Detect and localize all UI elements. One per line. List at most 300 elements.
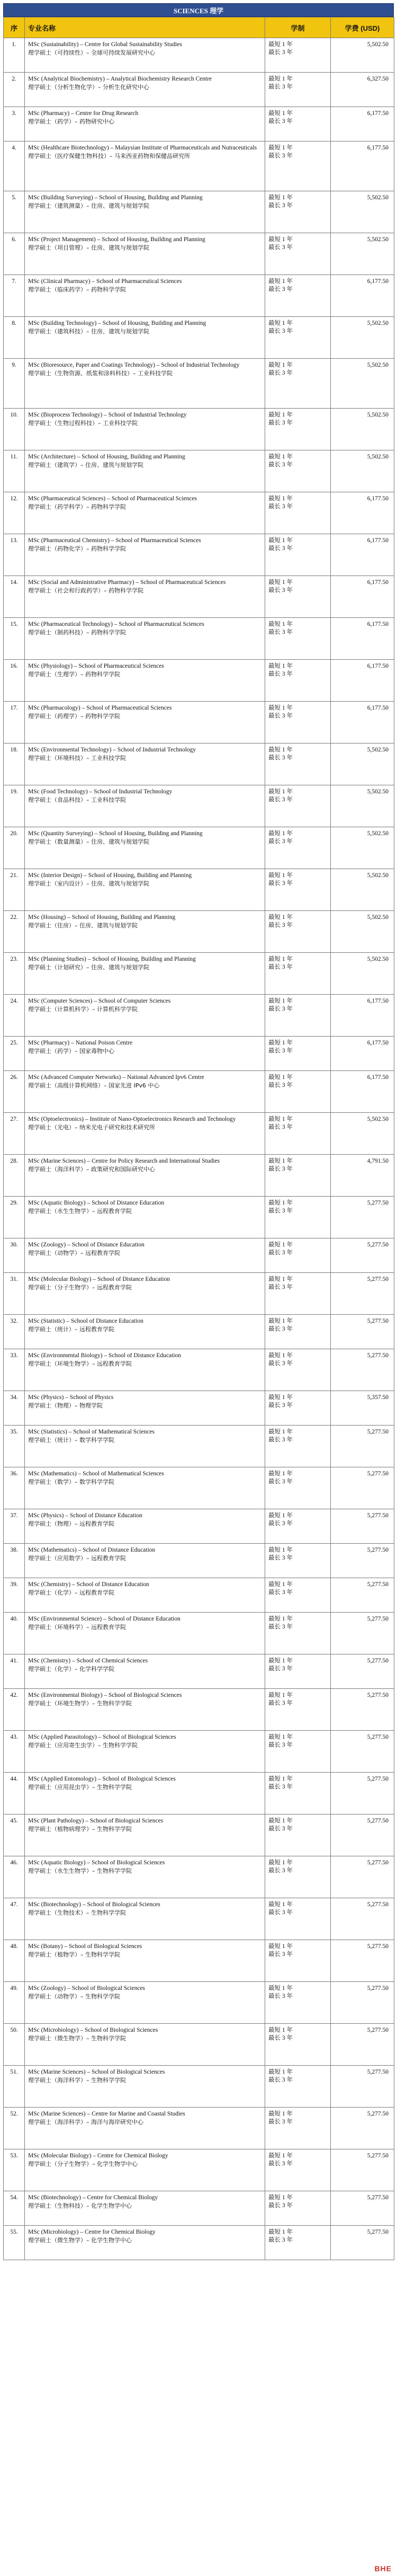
duration-min: 最短 1 年 bbox=[268, 41, 293, 48]
table-row bbox=[4, 2226, 394, 2260]
program-name-en: MSc (Pharmacology) – School of Pharmaceutical Sciences bbox=[28, 705, 172, 711]
program-name-zh: 理学硕士（生物科技）– 化学生物学中心 bbox=[28, 2202, 132, 2209]
duration-min: 最短 1 年 bbox=[268, 914, 293, 920]
table-row bbox=[4, 1613, 394, 1654]
duration-min: 最短 1 年 bbox=[268, 1352, 293, 1359]
duration-min: 最短 1 年 bbox=[268, 76, 293, 82]
duration-cell bbox=[265, 869, 331, 911]
duration-cell bbox=[265, 1155, 331, 1197]
program-name-en: MSc (Environmental Technology) – School of Industrial Technology bbox=[28, 747, 196, 753]
row-number: 20. bbox=[4, 827, 25, 869]
duration-cell bbox=[265, 73, 331, 107]
program-name-zh: 理学硕士（数量测量）– 住房、建筑与规划学院 bbox=[28, 838, 149, 845]
duration-max: 最长 3 年 bbox=[268, 2202, 293, 2209]
fee-cell: 6,177.50 bbox=[331, 141, 394, 191]
program-name-en: MSc (Biotechnology) – Centre for Chemical Biology bbox=[28, 2194, 158, 2201]
duration-cell bbox=[265, 1898, 331, 1940]
table-row bbox=[4, 38, 394, 73]
row-number: 47. bbox=[4, 1898, 25, 1940]
duration-max: 最长 3 年 bbox=[268, 1479, 293, 1485]
fee-cell: 5,277.50 bbox=[331, 1273, 394, 1315]
duration-cell bbox=[265, 1731, 331, 1773]
row-number: 39. bbox=[4, 1578, 25, 1613]
program-name-cell bbox=[25, 1898, 265, 1940]
table-row bbox=[4, 141, 394, 191]
duration-max: 最长 3 年 bbox=[268, 1166, 293, 1172]
program-name-en: MSc (Environmental Biology) – School of Distance Education bbox=[28, 1352, 182, 1359]
duration-min: 最短 1 年 bbox=[268, 663, 293, 669]
fee-cell: 6,177.50 bbox=[331, 618, 394, 660]
duration-min: 最短 1 年 bbox=[268, 830, 293, 837]
fee-cell: 6,177.50 bbox=[331, 576, 394, 618]
table-row bbox=[4, 1273, 394, 1315]
duration-min: 最短 1 年 bbox=[268, 1429, 293, 1435]
duration-max: 最长 3 年 bbox=[268, 462, 293, 468]
duration-max: 最长 3 年 bbox=[268, 1006, 293, 1012]
program-name-cell bbox=[25, 1509, 265, 1544]
duration-min: 最短 1 年 bbox=[268, 1040, 293, 1046]
row-number: 38. bbox=[4, 1544, 25, 1578]
program-name-en: MSc (Chemistry) – School of Chemical Sciences bbox=[28, 1658, 148, 1664]
row-number: 40. bbox=[4, 1613, 25, 1654]
program-name-zh: 理学硕士（药学科学）– 药物科学学院 bbox=[28, 503, 126, 510]
program-name-cell bbox=[25, 233, 265, 275]
fee-cell: 5,277.50 bbox=[331, 1509, 394, 1544]
duration-cell bbox=[265, 618, 331, 660]
table-row bbox=[4, 1731, 394, 1773]
program-name-cell bbox=[25, 1197, 265, 1238]
program-name-zh: 理学硕士（植物病理学）– 生物科学学院 bbox=[28, 1826, 132, 1833]
program-name-zh: 理学硕士（建筑科技）– 住房、建筑与规划学院 bbox=[28, 328, 149, 335]
duration-cell bbox=[265, 1467, 331, 1509]
program-name-cell bbox=[25, 618, 265, 660]
duration-max: 最长 3 年 bbox=[268, 49, 293, 56]
table-row bbox=[4, 1037, 394, 1071]
duration-cell bbox=[265, 1391, 331, 1426]
duration-cell bbox=[265, 107, 331, 141]
program-name-en: MSc (Building Technology) – School of Housing, Building and Planning bbox=[28, 320, 206, 326]
fee-cell: 5,502.50 bbox=[331, 953, 394, 995]
duration-cell bbox=[265, 1856, 331, 1898]
duration-min: 最短 1 年 bbox=[268, 789, 293, 795]
program-name-en: MSc (Pharmacy) – National Poison Centre bbox=[28, 1040, 133, 1046]
row-number: 55. bbox=[4, 2226, 25, 2260]
duration-min: 最短 1 年 bbox=[268, 1658, 293, 1664]
row-number: 50. bbox=[4, 2024, 25, 2066]
duration-max: 最长 3 年 bbox=[268, 2119, 293, 2125]
fee-cell: 5,502.50 bbox=[331, 743, 394, 785]
duration-max: 最长 3 年 bbox=[268, 420, 293, 426]
duration-min: 最短 1 年 bbox=[268, 998, 293, 1004]
program-name-en: MSc (Statistics) – School of Mathematical Sciences bbox=[28, 1429, 155, 1435]
table-row bbox=[4, 492, 394, 534]
fee-cell: 5,277.50 bbox=[331, 2024, 394, 2066]
table-row bbox=[4, 618, 394, 660]
duration-cell bbox=[265, 1426, 331, 1467]
table-row bbox=[4, 660, 394, 702]
row-number: 33. bbox=[4, 1349, 25, 1391]
program-name-cell bbox=[25, 1113, 265, 1155]
program-name-zh: 理学硕士（环境科技）– 工业科技学院 bbox=[28, 755, 126, 762]
table-row bbox=[4, 576, 394, 618]
fee-cell: 5,502.50 bbox=[331, 317, 394, 359]
duration-min: 最短 1 年 bbox=[268, 320, 293, 326]
duration-cell bbox=[265, 317, 331, 359]
duration-max: 最长 3 年 bbox=[268, 1250, 293, 1256]
program-name-en: MSc (Sustainability) – Centre for Global Sustainability Studies bbox=[28, 41, 182, 48]
duration-min: 最短 1 年 bbox=[268, 1985, 293, 1991]
fee-cell: 5,277.50 bbox=[331, 1544, 394, 1578]
fee-cell: 4,791.50 bbox=[331, 1155, 394, 1197]
duration-max: 最长 3 年 bbox=[268, 286, 293, 293]
duration-min: 最短 1 年 bbox=[268, 747, 293, 753]
duration-max: 最长 3 年 bbox=[268, 1208, 293, 1214]
duration-cell bbox=[265, 275, 331, 317]
table-row bbox=[4, 1814, 394, 1856]
table-row bbox=[4, 827, 394, 869]
program-name-en: MSc (Mathematics) – School of Mathematical Sciences bbox=[28, 1471, 164, 1477]
table-row bbox=[4, 317, 394, 359]
row-number: 45. bbox=[4, 1814, 25, 1856]
duration-cell bbox=[265, 2024, 331, 2066]
duration-cell bbox=[265, 953, 331, 995]
program-name-en: MSc (Physiology) – School of Pharmaceutical Sciences bbox=[28, 663, 164, 669]
fee-cell: 6,177.50 bbox=[331, 660, 394, 702]
duration-cell bbox=[265, 1037, 331, 1071]
row-number: 23. bbox=[4, 953, 25, 995]
row-number: 12. bbox=[4, 492, 25, 534]
program-name-en: MSc (Physics) – School of Distance Education bbox=[28, 1512, 142, 1519]
duration-min: 最短 1 年 bbox=[268, 956, 293, 962]
program-name-cell bbox=[25, 1814, 265, 1856]
row-number: 44. bbox=[4, 1773, 25, 1814]
program-name-en: MSc (Marine Sciences) – Centre for Policy Research and International Studies bbox=[28, 1158, 220, 1164]
fee-cell: 5,502.50 bbox=[331, 911, 394, 953]
row-number: 27. bbox=[4, 1113, 25, 1155]
duration-cell bbox=[265, 2226, 331, 2260]
row-number: 30. bbox=[4, 1238, 25, 1273]
duration-max: 最长 3 年 bbox=[268, 545, 293, 552]
duration-cell bbox=[265, 1238, 331, 1273]
fee-cell: 5,277.50 bbox=[331, 1773, 394, 1814]
program-name-cell bbox=[25, 1982, 265, 2024]
table-row bbox=[4, 2149, 394, 2191]
duration-min: 最短 1 年 bbox=[268, 1818, 293, 1824]
program-name-en: MSc (Aquatic Biology) – School of Distance Education bbox=[28, 1200, 165, 1206]
table-row bbox=[4, 1467, 394, 1509]
program-name-cell bbox=[25, 702, 265, 743]
row-number: 6. bbox=[4, 233, 25, 275]
program-name-cell bbox=[25, 1856, 265, 1898]
duration-cell bbox=[265, 702, 331, 743]
row-number: 10. bbox=[4, 409, 25, 450]
program-name-cell bbox=[25, 660, 265, 702]
row-number: 19. bbox=[4, 785, 25, 827]
fee-cell: 5,277.50 bbox=[331, 1315, 394, 1349]
table-row bbox=[4, 275, 394, 317]
row-number: 2. bbox=[4, 73, 25, 107]
row-number: 34. bbox=[4, 1391, 25, 1426]
program-name-en: MSc (Chemistry) – School of Distance Education bbox=[28, 1581, 149, 1588]
row-number: 14. bbox=[4, 576, 25, 618]
duration-min: 最短 1 年 bbox=[268, 1471, 293, 1477]
program-name-cell bbox=[25, 107, 265, 141]
duration-min: 最短 1 年 bbox=[268, 110, 293, 117]
program-name-cell bbox=[25, 576, 265, 618]
program-name-zh: 理学硕士（住房）– 住房、建筑与规划学院 bbox=[28, 922, 138, 929]
table-row bbox=[4, 1578, 394, 1613]
program-name-en: MSc (Biotechnology) – School of Biological Sciences bbox=[28, 1901, 160, 1908]
program-name-zh: 理学硕士（食品科技）– 工业科技学院 bbox=[28, 796, 126, 803]
program-name-zh: 理学硕士（计算机科学）– 计算机科学学院 bbox=[28, 1006, 138, 1013]
fee-cell: 5,277.50 bbox=[331, 1238, 394, 1273]
duration-max: 最长 3 年 bbox=[268, 84, 293, 90]
header-duration: 学制 bbox=[265, 17, 331, 38]
program-name-cell bbox=[25, 492, 265, 534]
duration-min: 最短 1 年 bbox=[268, 1616, 293, 1622]
fee-cell: 5,277.50 bbox=[331, 1689, 394, 1731]
program-name-zh: 理学硕士（生物技术）– 生物科学学院 bbox=[28, 1909, 126, 1916]
row-number: 48. bbox=[4, 1940, 25, 1982]
program-name-cell bbox=[25, 359, 265, 409]
program-name-zh: 理学硕士（应用寄生虫学）– 生物科学学院 bbox=[28, 1742, 138, 1749]
fee-cell: 6,177.50 bbox=[331, 995, 394, 1037]
duration-min: 最短 1 年 bbox=[268, 1394, 293, 1401]
duration-min: 最短 1 年 bbox=[268, 236, 293, 243]
fee-cell: 5,502.50 bbox=[331, 409, 394, 450]
table-row bbox=[4, 1071, 394, 1113]
program-name-en: MSc (Molecular Biology) – Centre for Chemical Biology bbox=[28, 2153, 168, 2159]
row-number: 49. bbox=[4, 1982, 25, 2024]
program-name-zh: 理学硕士（水生生物学）– 远程教育学院 bbox=[28, 1208, 132, 1215]
row-number: 46. bbox=[4, 1856, 25, 1898]
table-row bbox=[4, 953, 394, 995]
duration-max: 最长 3 年 bbox=[268, 1124, 293, 1130]
duration-cell bbox=[265, 1814, 331, 1856]
row-number: 36. bbox=[4, 1467, 25, 1509]
duration-min: 最短 1 年 bbox=[268, 1200, 293, 1206]
table-row bbox=[4, 2066, 394, 2108]
duration-cell bbox=[265, 1578, 331, 1613]
row-number: 35. bbox=[4, 1426, 25, 1467]
row-number: 42. bbox=[4, 1689, 25, 1731]
program-name-zh: 理学硕士（环境科学）– 远程教育学院 bbox=[28, 1624, 126, 1631]
program-name-cell bbox=[25, 1578, 265, 1613]
duration-min: 最短 1 年 bbox=[268, 621, 293, 627]
table-row bbox=[4, 702, 394, 743]
program-name-en: MSc (Quantity Surveying) – School of Housing, Building and Planning bbox=[28, 830, 203, 837]
program-name-zh: 理学硕士（数学）– 数学科学学院 bbox=[28, 1479, 114, 1485]
duration-cell bbox=[265, 1613, 331, 1654]
fee-cell: 5,277.50 bbox=[331, 1426, 394, 1467]
fee-cell: 5,277.50 bbox=[331, 1982, 394, 2024]
duration-cell bbox=[265, 1982, 331, 2024]
program-name-zh: 理学硕士（环境生物学）– 远程教育学院 bbox=[28, 1360, 132, 1367]
duration-cell bbox=[265, 1773, 331, 1814]
program-name-en: MSc (Computer Sciences) – School of Computer Sciences bbox=[28, 998, 171, 1004]
duration-max: 最长 3 年 bbox=[268, 587, 293, 594]
row-number: 28. bbox=[4, 1155, 25, 1197]
program-name-en: MSc (Microbiology) – School of Biological Sciences bbox=[28, 2027, 158, 2033]
fee-cell: 5,277.50 bbox=[331, 1467, 394, 1509]
fee-cell: 5,277.50 bbox=[331, 2226, 394, 2260]
duration-max: 最长 3 年 bbox=[268, 1742, 293, 1748]
duration-cell bbox=[265, 38, 331, 73]
program-name-en: MSc (Project Management) – School of Housing, Building and Planning bbox=[28, 236, 205, 243]
table-row bbox=[4, 1391, 394, 1426]
fee-cell: 5,502.50 bbox=[331, 869, 394, 911]
duration-max: 最长 3 年 bbox=[268, 1520, 293, 1527]
row-number: 53. bbox=[4, 2149, 25, 2191]
duration-cell bbox=[265, 2108, 331, 2149]
program-name-cell bbox=[25, 1689, 265, 1731]
duration-min: 最短 1 年 bbox=[268, 362, 293, 368]
duration-min: 最短 1 年 bbox=[268, 1860, 293, 1866]
duration-cell bbox=[265, 191, 331, 233]
row-number: 51. bbox=[4, 2066, 25, 2108]
fee-cell: 6,177.50 bbox=[331, 534, 394, 576]
duration-cell bbox=[265, 141, 331, 191]
duration-cell bbox=[265, 785, 331, 827]
program-name-cell bbox=[25, 2191, 265, 2226]
program-name-zh: 理学硕士（光电）– 纳米光电子研究和技术研究所 bbox=[28, 1124, 155, 1131]
duration-max: 最长 3 年 bbox=[268, 370, 293, 376]
row-number: 8. bbox=[4, 317, 25, 359]
program-name-en: MSc (Applied Entomology) – School of Biological Sciences bbox=[28, 1776, 176, 1782]
program-name-cell bbox=[25, 141, 265, 191]
program-name-zh: 理学硕士（分析生物化学）– 分析生化研究中心 bbox=[28, 84, 149, 91]
program-name-cell bbox=[25, 1654, 265, 1689]
duration-cell bbox=[265, 2066, 331, 2108]
duration-min: 最短 1 年 bbox=[268, 705, 293, 711]
program-name-en: MSc (Planning Studies) – School of Housing, Building and Planning bbox=[28, 956, 196, 962]
table-row bbox=[4, 450, 394, 492]
program-name-cell bbox=[25, 1773, 265, 1814]
row-number: 15. bbox=[4, 618, 25, 660]
duration-cell bbox=[265, 1509, 331, 1544]
program-name-cell bbox=[25, 38, 265, 73]
program-name-zh: 理学硕士（药物化学）– 药物科学学院 bbox=[28, 545, 126, 552]
program-name-cell bbox=[25, 1940, 265, 1982]
program-name-zh: 理学硕士（高级计算机网络）– 国家先进 IPv6 中心 bbox=[28, 1082, 160, 1089]
program-name-cell bbox=[25, 534, 265, 576]
program-name-zh: 理学硕士（植物学）– 生物科学学院 bbox=[28, 1951, 120, 1958]
program-name-en: MSc (Aquatic Biology) – School of Biological Sciences bbox=[28, 1860, 165, 1866]
duration-max: 最长 3 年 bbox=[268, 755, 293, 761]
duration-max: 最长 3 年 bbox=[268, 1784, 293, 1790]
fee-cell: 6,177.50 bbox=[331, 107, 394, 141]
program-name-cell bbox=[25, 191, 265, 233]
program-name-zh: 理学硕士（医疗保健生物科技）– 马来西亚药物和保健品研究所 bbox=[28, 153, 190, 160]
program-name-en: MSc (Environmental Science) – School of Distance Education bbox=[28, 1616, 181, 1622]
program-name-en: MSc (Environmental Biology) – School of Biological Sciences bbox=[28, 1692, 182, 1698]
duration-max: 最长 3 年 bbox=[268, 922, 293, 928]
program-name-zh: 理学硕士（生理学）– 药物科学学院 bbox=[28, 671, 120, 678]
duration-min: 最短 1 年 bbox=[268, 1901, 293, 1908]
duration-min: 最短 1 年 bbox=[268, 412, 293, 418]
row-number: 43. bbox=[4, 1731, 25, 1773]
duration-min: 最短 1 年 bbox=[268, 2229, 293, 2235]
row-number: 54. bbox=[4, 2191, 25, 2226]
program-name-en: MSc (Building Surveying) – School of Housing, Building and Planning bbox=[28, 194, 203, 201]
duration-cell bbox=[265, 2149, 331, 2191]
duration-min: 最短 1 年 bbox=[268, 537, 293, 544]
fee-cell: 5,502.50 bbox=[331, 827, 394, 869]
program-name-zh: 理学硕士（应用数学）– 远程教育学院 bbox=[28, 1555, 126, 1562]
duration-max: 最长 3 年 bbox=[268, 1951, 293, 1958]
duration-min: 最短 1 年 bbox=[268, 1116, 293, 1122]
program-name-cell bbox=[25, 1544, 265, 1578]
program-name-en: MSc (Zoology) – School of Biological Sciences bbox=[28, 1985, 146, 1991]
program-name-en: MSc (Architecture) – School of Housing, Building and Planning bbox=[28, 454, 185, 460]
duration-max: 最长 3 年 bbox=[268, 1082, 293, 1088]
fee-cell: 5,277.50 bbox=[331, 1898, 394, 1940]
program-name-cell bbox=[25, 785, 265, 827]
duration-max: 最长 3 年 bbox=[268, 1589, 293, 1596]
program-name-zh: 理学硕士（环境生物学）– 生物科学学院 bbox=[28, 1700, 132, 1707]
duration-cell bbox=[265, 359, 331, 409]
fee-cell: 5,502.50 bbox=[331, 450, 394, 492]
row-number: 11. bbox=[4, 450, 25, 492]
duration-max: 最长 3 年 bbox=[268, 1909, 293, 1916]
duration-max: 最长 3 年 bbox=[268, 118, 293, 125]
row-number: 9. bbox=[4, 359, 25, 409]
program-name-cell bbox=[25, 827, 265, 869]
duration-min: 最短 1 年 bbox=[268, 872, 293, 879]
row-number: 52. bbox=[4, 2108, 25, 2149]
duration-cell bbox=[265, 492, 331, 534]
program-name-cell bbox=[25, 995, 265, 1037]
fee-cell: 5,277.50 bbox=[331, 1940, 394, 1982]
program-name-cell bbox=[25, 1238, 265, 1273]
program-name-cell bbox=[25, 1037, 265, 1071]
table-row bbox=[4, 1509, 394, 1544]
fee-cell: 6,177.50 bbox=[331, 1037, 394, 1071]
program-name-zh: 理学硕士（物理）– 远程教育学院 bbox=[28, 1520, 114, 1527]
duration-min: 最短 1 年 bbox=[268, 194, 293, 201]
row-number: 41. bbox=[4, 1654, 25, 1689]
table-row bbox=[4, 1773, 394, 1814]
fee-cell: 5,277.50 bbox=[331, 2149, 394, 2191]
program-name-en: MSc (Healthcare Biotechnology) – Malaysian Institute of Pharmaceuticals and Nutraceuticals bbox=[28, 145, 257, 151]
fee-cell: 5,277.50 bbox=[331, 2108, 394, 2149]
duration-cell bbox=[265, 2191, 331, 2226]
program-name-zh: 理学硕士（海洋科学）– 海洋与海岸研究中心 bbox=[28, 2119, 143, 2126]
duration-cell bbox=[265, 1113, 331, 1155]
program-name-cell bbox=[25, 1613, 265, 1654]
program-name-zh: 理学硕士（分子生物学）– 化学生物学中心 bbox=[28, 2161, 138, 2167]
program-name-en: MSc (Interior Design) – School of Housing, Building and Planning bbox=[28, 872, 192, 879]
fee-cell: 5,277.50 bbox=[331, 1578, 394, 1613]
table-row bbox=[4, 995, 394, 1037]
duration-max: 最长 3 年 bbox=[268, 1326, 293, 1332]
fee-cell: 5,502.50 bbox=[331, 38, 394, 73]
fee-cell: 5,277.50 bbox=[331, 1613, 394, 1654]
duration-min: 最短 1 年 bbox=[268, 495, 293, 502]
section-title: SCIENCES 理学 bbox=[3, 3, 394, 17]
program-name-en: MSc (Zoology) – School of Distance Education bbox=[28, 1242, 145, 1248]
program-name-cell bbox=[25, 2149, 265, 2191]
program-name-en: MSc (Bioprocess Technology) – School of Industrial Technology bbox=[28, 412, 187, 418]
program-name-cell bbox=[25, 317, 265, 359]
duration-min: 最短 1 年 bbox=[268, 454, 293, 460]
program-name-zh: 理学硕士（生物过程科技）– 工业科技学院 bbox=[28, 420, 138, 427]
program-name-zh: 理学硕士（项目管理）– 住房、建筑与规划学院 bbox=[28, 244, 149, 251]
program-name-zh: 理学硕士（物理）– 物理学院 bbox=[28, 1402, 103, 1409]
table-body bbox=[4, 38, 394, 2260]
table-row bbox=[4, 1426, 394, 1467]
program-name-zh: 理学硕士（计划研究）– 住房、建筑与规划学院 bbox=[28, 964, 149, 971]
